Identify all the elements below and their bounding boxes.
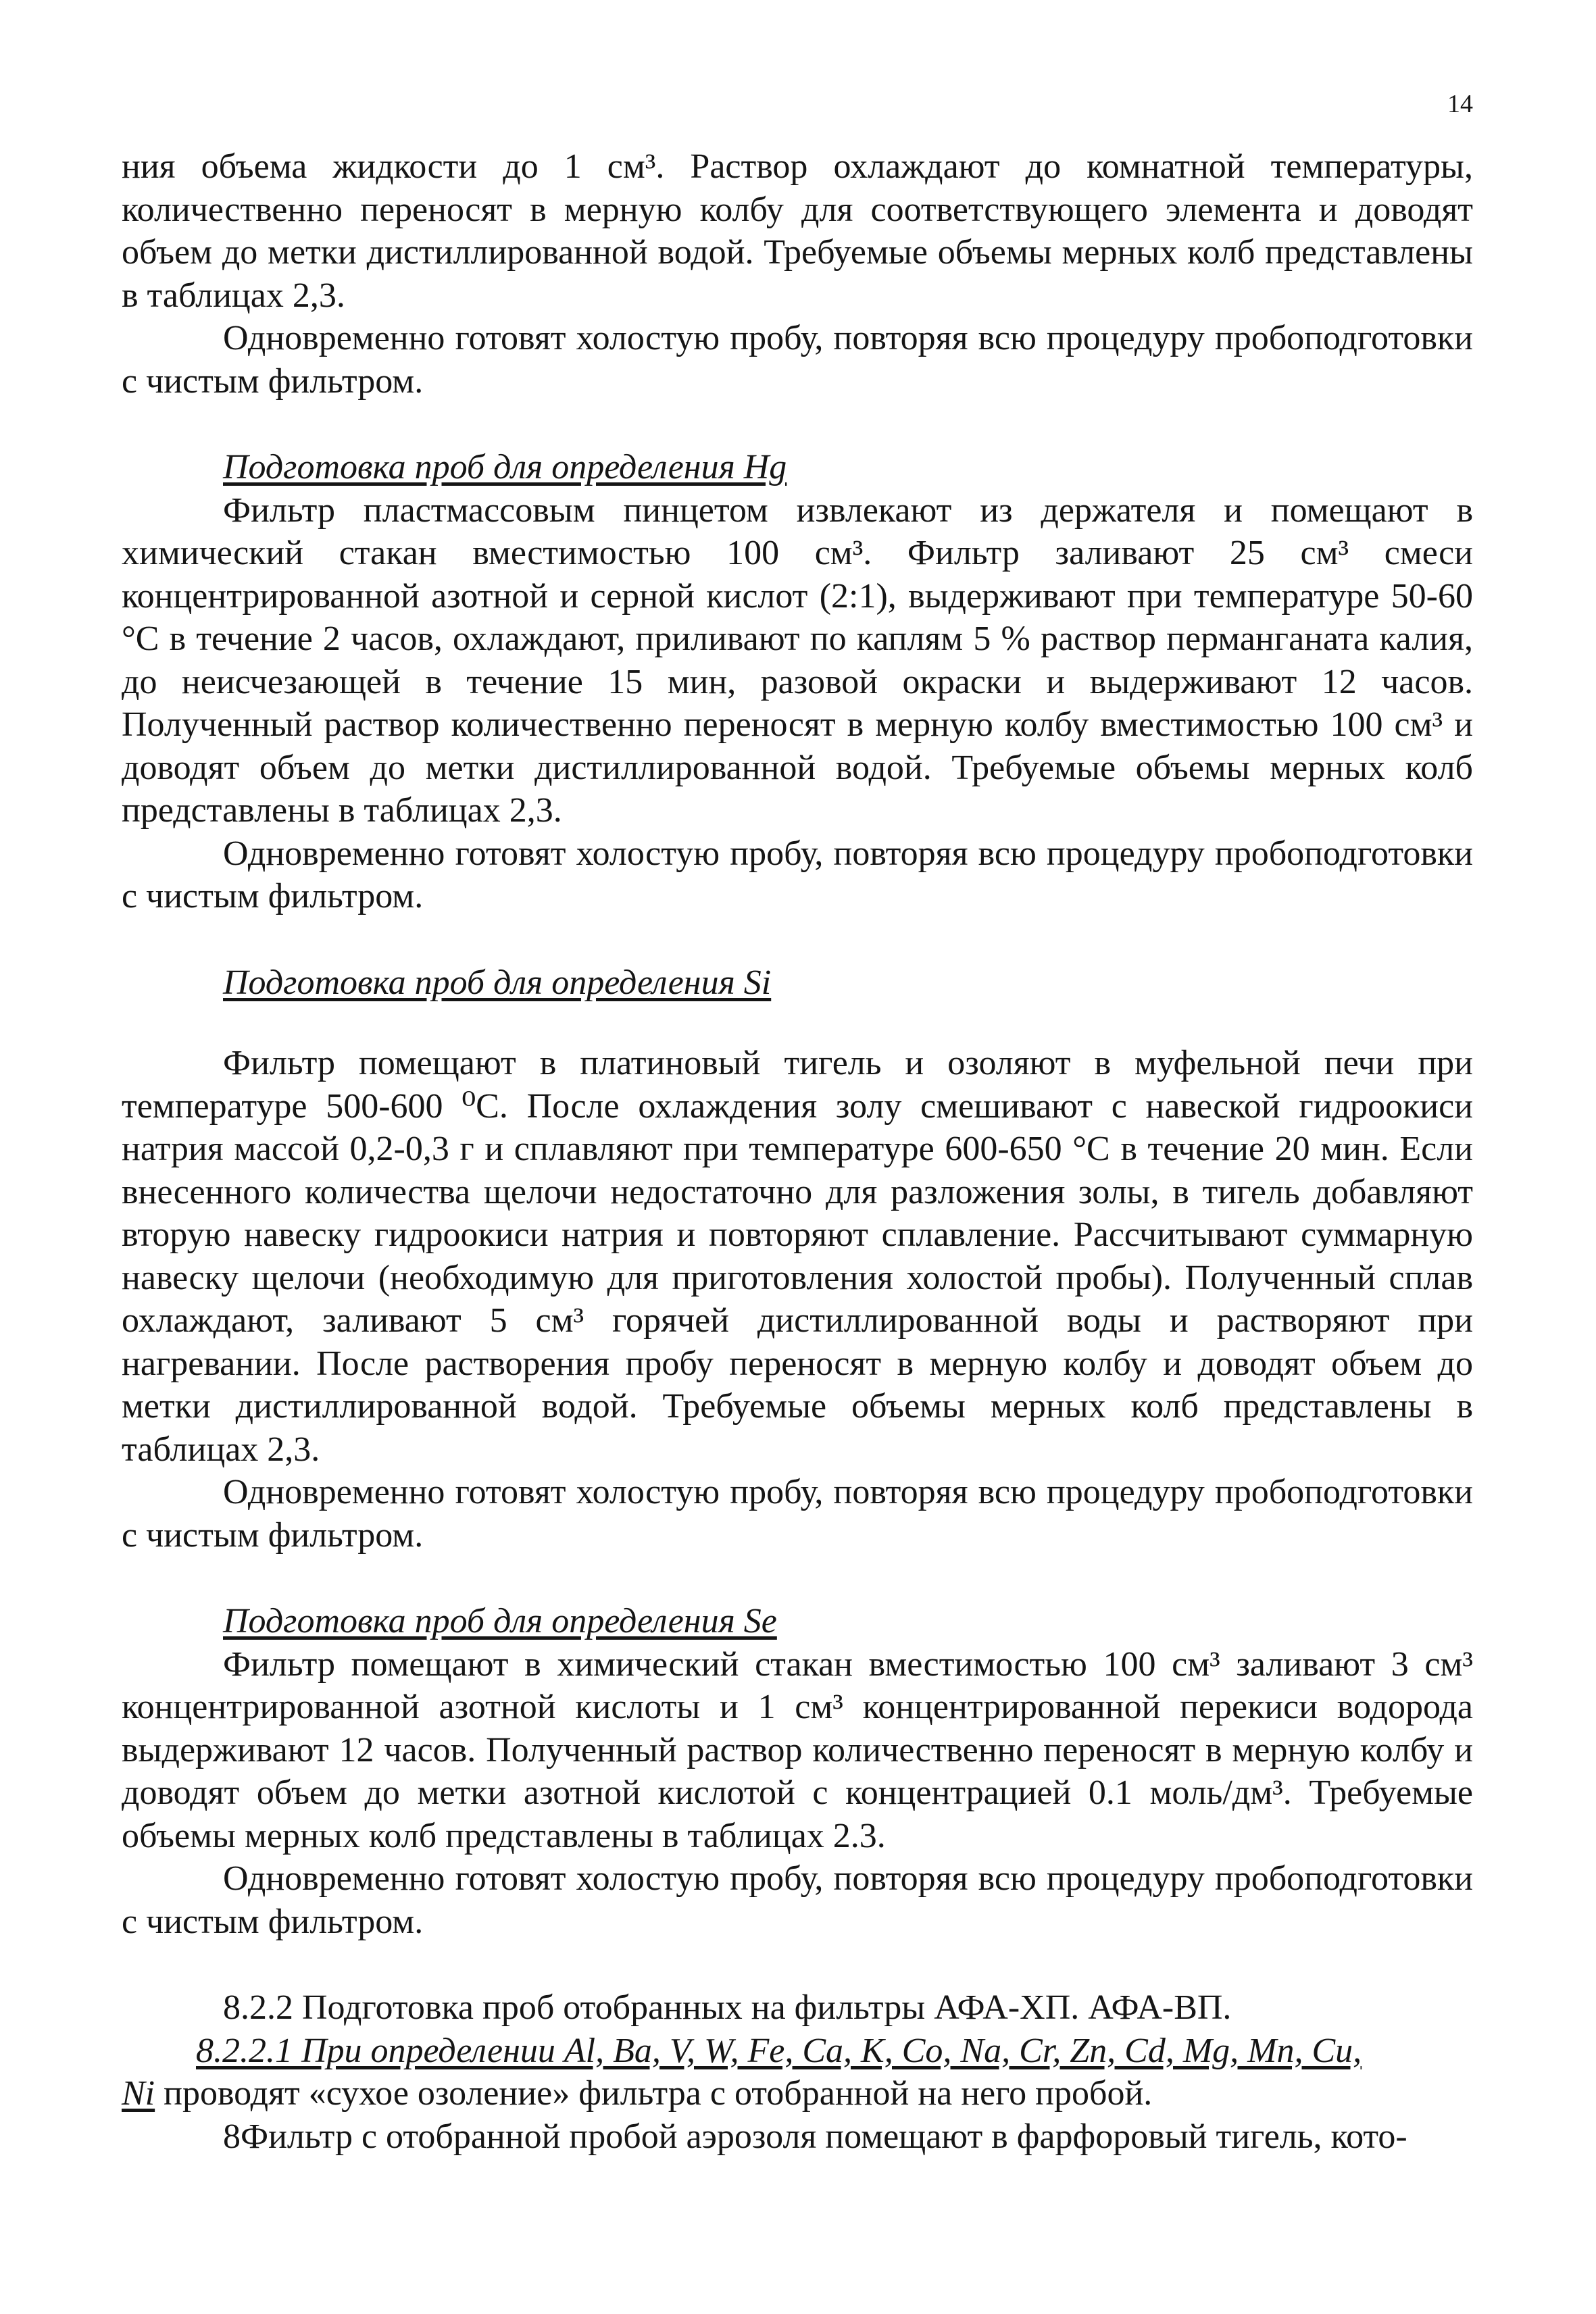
spacer [122,403,1473,446]
paragraph: Фильтр помещают в платиновый тигель и озоляют в муфельной печи при температуре 500-600 ⁰С. После охлаждения золу смешивают с навеской гидроокиси натрия массой 0,2-0,3 г и сплавляют при температуре 600-650 °С в течение 20 мин. Если внесенного количества щелочи недостаточно для разложения золы, в тигель добавляют вторую навеску гидроокиси натрия и повторяют сплавление. Рассчитывают суммарную навеску щелочи (необходимую для приготовления холостой пробы). Полученный сплав охлаждают, заливают 5 см³ горячей дистиллированной воды и растворяют при нагревании. После растворения пробу переносят в мерную колбу и доводят объем до метки дистиллированной водой. Требуемые объемы мерных колб представлены в таблицах 2,3. [122,1044,1473,1469]
spacer [122,1004,1473,1042]
paragraph: Фильтр помещают в химический стакан вместимостью 100 см³ заливают 3 см³ концентрированной азотной кислоты и 1 см³ концентрированной перекиси водорода выдерживают 12 часов. Полученный раствор количественно переносят в мерную колбу и доводят объем до метки азотной кислотой с концентрацией 0.1 моль/дм³. Требуемые объемы мерных колб представлены в таблицах 2.3. [122,1644,1473,1855]
paragraph: ния объема жидкости до 1 см³. Раствор охлаждают до комнатной температуры, количественно переносят в мерную колбу для соответствующего элемента и доводят объем до метки дистиллированной водой. Требуемые объемы мерных колб представлены в таблицах 2,3. [122,147,1473,315]
paragraph: Одновременно готовят холостую пробу, повторяя всю процедуру пробоподготовки с чистым фильтром. [122,1473,1473,1555]
page-number: 14 [1447,90,1473,118]
paragraph: Одновременно готовят холостую пробу, повторяя всю процедуру пробоподготовки с чистым фильтром. [122,1859,1473,1941]
subsection-8221-text: проводят «сухое озоление» фильтра с отобранной на него пробой. [155,2074,1153,2113]
section-heading: Подготовка проб для определения Hg [223,448,787,486]
paragraph: Фильтр пластмассовым пинцетом извлекают из держателя и помещают в химический стакан вместимостью 100 см³. Фильтр заливают 25 см³ смеси концентрированной азотной и серной кислот (2:1), выдерживают при температуре 50-60 °С в течение 2 часов, охлаждают, приливают по каплям 5 % раствор перманганата калия, до неисчезающей в течение 15 мин, разовой окраски и выдерживают 12 часов. Полученный раствор количественно переносят в мерную колбу вместимостью 100 см³ и доводят объем до метки дистиллированной водой. Требуемые объемы мерных колб представлены в таблицах 2,3. [122,491,1473,830]
paragraph: Одновременно готовят холостую пробу, повторяя всю процедуру пробоподготовки с чистым фильтром. [122,834,1473,915]
paragraph: 8.2.2 Подготовка проб отобранных на фильтры АФА-ХП. АФА-ВП. [223,1988,1232,2027]
spacer [122,918,1473,961]
paragraph: Одновременно готовят холостую пробу, повторяя всю процедуру пробоподготовки с чистым фильтром. [122,319,1473,401]
spacer [122,1557,1473,1600]
section-heading: Подготовка проб для определения Si [223,963,772,1002]
paragraph-last: 8Фильтр с отобранной пробой аэрозоля помещают в фарфоровый тигель, кото- [223,2117,1407,2156]
section-heading: Подготовка проб для определения Se [223,1602,777,1640]
subsection-8221-title-tail: Ni [122,2074,155,2113]
subsection-8221 [122,2030,1473,2115]
document-body [122,145,1473,2158]
subsection-8221-title: 8.2.2.1 При определении Al, Ba, V, W, Fe, Ca, K, Co, Na, Cr, Zn, Cd, Mg, Mn, Cu, [196,2031,1362,2070]
spacer [122,1943,1473,1986]
